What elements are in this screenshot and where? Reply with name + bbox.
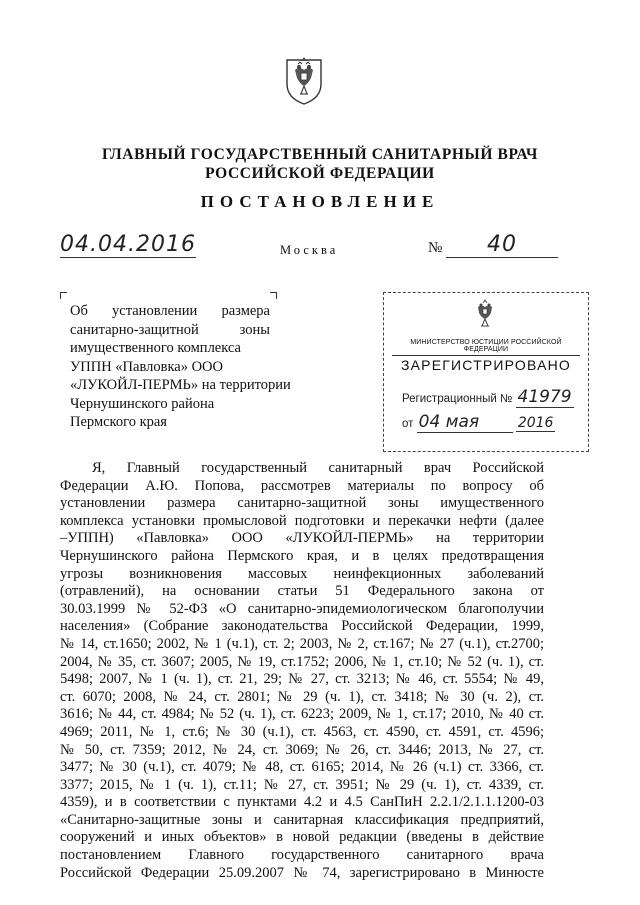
body-line: 4359), и в соответствии с пунктами 4.2 и 4.5 СанПиН 2.2.1/2.1.1.1200-03 (60, 794, 544, 811)
subject-block (70, 302, 291, 432)
body-line: Федерации А.Ю. Попова, рассмотрев материалы по вопросу об (60, 477, 544, 494)
body-line: Чернушинского района Пермского края, и в целях предотвращения (60, 547, 544, 564)
registration-stamp (383, 292, 589, 452)
subject-line: санитарно-защитной зоны (70, 321, 270, 338)
stamp-date-day: 04 мая (417, 412, 513, 433)
body-line: 3377; 2015, № 1 (ч. 1), ст.11; № 27, ст. 3951; № 29 (ч. 1), ст. 4339, ст. (60, 776, 544, 793)
stamp-reg-row (402, 387, 574, 408)
body-line: 30.03.1999 № 52-ФЗ «О санитарно-эпидемиологическом благополучии (60, 600, 544, 617)
body-line: комплекса установки промысловой подготовки и перекачки нефти (далее (60, 512, 544, 529)
body-line: 5498; 2007, № 1 (ч. 1), ст. 21, 29; № 27, ст. 3213; № 46, ст. 5554; № 49, (60, 671, 544, 688)
body-line: № 50, ст. 7359; 2012, № 24, ст. 3069; № 26, ст. 3446; 2013, № 27, ст. (60, 741, 544, 758)
body-line: населения» (Собрание законодательства Российской Федерации, 1999, (60, 618, 544, 635)
body-line: 3616; № 44, ст. 4984; № 52 (ч. 1), ст. 6223; 2009, № 1, ст.17; 2010, № 40 ст. (60, 706, 544, 723)
stamp-reg-number: 41979 (517, 387, 572, 407)
document-type: ПОСТАНОВЛЕНИЕ (200, 192, 440, 211)
stamp-reg-label: Регистрационный № (402, 393, 513, 405)
subject-corner-right (270, 292, 277, 299)
stamp-date-prefix: от (402, 418, 414, 430)
body-line: 4969; 2011, № 1, ст.6; № 30 (ч.1), ст. 4563, ст. 4590, ст. 4591, ст. 4596; (60, 723, 544, 740)
body-line: Я, Главный государственный санитарный врач Российской (92, 460, 544, 476)
city: Москва (280, 243, 339, 257)
body-line: Российской Федерации 25.09.2007 № 74, зарегистрировано в Минюсте (60, 864, 544, 881)
body-line: «Санитарно-защитные зоны и санитарная классификация предприятий, (60, 811, 544, 828)
body-line: установлении размера санитарно-защитной зоны имущественного (60, 495, 544, 512)
stamp-ministry: МИНИСТЕРСТВО ЮСТИЦИИ РОССИЙСКОЙ ФЕДЕРАЦИИ (392, 339, 580, 356)
issuer-title: ГЛАВНЫЙ ГОСУДАРСТВЕННЫЙ САНИТАРНЫЙ ВРАЧ (102, 146, 538, 163)
body-line: (отравлений), на основании статьи 51 Федерального закона от (60, 583, 544, 600)
decree-body (60, 460, 544, 882)
stamp-date-row (402, 412, 555, 433)
body-line: –УППН) «Павловка» ООО «ЛУКОЙЛ-ПЕРМЬ» на территории (60, 530, 544, 547)
subject-line: Пермского края (70, 414, 167, 430)
subject-line: Чернушинского района (70, 395, 215, 412)
coat-of-arms-emblem (284, 54, 324, 106)
body-line: угрозы возникновения массовых неинфекционных заболеваний (60, 565, 544, 582)
number-label: № (428, 240, 443, 256)
subject-corner-left (60, 292, 67, 299)
issuer-subtitle: РОССИЙСКОЙ ФЕДЕРАЦИИ (205, 165, 435, 182)
body-line: сооружений и иных объектов» в новой редакции (введены в действие (60, 829, 544, 846)
subject-line: «ЛУКОЙЛ-ПЕРМЬ» на территории (70, 377, 291, 393)
stamp-registered: ЗАРЕГИСТРИРОВАНО (400, 357, 572, 373)
decree-number: 40 (446, 232, 558, 258)
body-line: № 14, ст.1650; 2002, № 1 (ч.1), ст. 2; 2003, № 2, ст.167; № 27 (ч.1), ст.2700; (60, 635, 544, 652)
stamp-date-year: 2016 (517, 415, 554, 431)
body-line: 2004, № 35, ст. 3607; 2005, № 19, ст.1752; 2006, № 1, ст.10; № 52 (ч. 1), ст. (60, 653, 544, 670)
subject-line: УППН «Павловка» ООО (70, 358, 224, 375)
decree-date: 04.04.2016 (60, 232, 196, 257)
body-line: 3477; № 30 (ч.1), ст. 4079; № 48, ст. 6165; 2014, № 26 (ч.1) ст. 3366, ст. (60, 759, 544, 776)
body-line: постановлением Главного государственного санитарного врача (60, 847, 544, 864)
subject-line: имущественного комплекса (70, 340, 241, 356)
subject-line: Об установлении размера (70, 303, 270, 319)
body-line: ст. 6070; 2008, № 24, ст. 2801; № 29 (ч. 1), ст. 3418; № 30 (ч. 2), ст. (60, 688, 544, 705)
stamp-emblem-icon (472, 299, 498, 331)
